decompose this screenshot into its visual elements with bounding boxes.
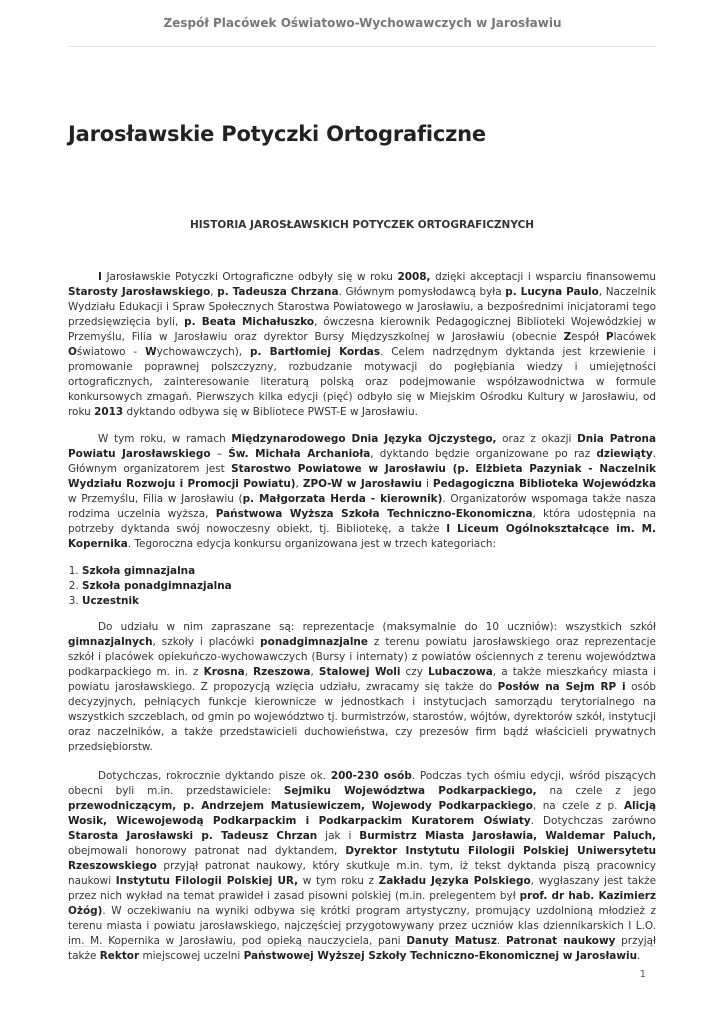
document-body [68, 270, 656, 976]
category-list [68, 564, 656, 609]
footer-divider [68, 946, 656, 947]
section-title: HISTORIA JAROSŁAWSKICH POTYCZEK ORTOGRAFICZNYCH [189, 219, 535, 231]
paragraph-2: W tym roku, w ramach Międzynarodowego Dnia Języka Ojczystego, oraz z okazji Dnia Patrona Powiatu Jarosławskiego – Św. Michała Archanioła, dyktando będzie organizowane po raz dziewiąty. Głównym organizatorem jest Starostwo Powiatowe w Jarosławiu (p. Elżbieta Pazyniak - Naczelnik Wydziału Rozwoju i Promocji Powiatu), ZPO-W w Jarosławiu i Pedagogiczna Biblioteka Wojewódzka w Przemyślu, Filia w Jarosławiu (p. Małgorzata Herda - kierownik). Organizatorów wspomaga także nasza rodzima uczelnia wyższa, Państwowa Wyższa Szkoła Techniczno-Ekonomiczna, która udostępnia na potrzeby dyktanda swój nowoczesny obiekt, tj. Bibliotekę, a także I Liceum Ogólnokształcące im. M. Kopernika. Tegoroczna edycja konkursu organizowana jest w trzech kategoriach: [68, 433, 657, 550]
running-header: Zespół Placówek Oświatowo-Wychowawczych w Jarosławiu [163, 16, 562, 30]
paragraph-3: Do udziału w nim zapraszane są: reprezentacje (maksymalnie do 10 uczniów): wszystkich szkół gimnazjalnych, szkoły i placówki ponadgimnazjalne z terenu powiatu jarosławskiego oraz reprezentacje szkół i placówek opiekuńczo-wychowawczych (Bursy i internaty) z powiatów ościennych z terenu województwa podkarpackiego m. in. z Krosna, Rzeszowa, Stalowej Woli czy Lubaczowa, a także mieszkańcy miasta i powiatu jarosławskiego. Z propozycją wzięcia udziału, zwracamy się także do Posłów na Sejm RP i osób decyzyjnych, pełniących funkcje kierownicze w jednostkach i instytucjach samorządu terytorialnego na wszystkich szczeblach, od gmin po województwo tj. burmistrzów, starostów, wójtów, dyrektorów szkół, instytucji oraz naczelników, a także przedstawicieli duchowieństwa, czy prezesów firm bądź właścicieli prywatnych przedsiębiorstw. [68, 621, 657, 753]
page-number: 1 [639, 969, 646, 980]
category-item: 2. Szkoła ponadgimnazjalna [82, 579, 656, 594]
paragraph-4: Dotychczas, rokrocznie dyktando pisze ok. 200-230 osób. Podczas tych ośmiu edycji, wśród piszących obecni byli m.in. przedstawiciele: Sejmiku Województwa Podkarpackiego, na czele z jego przewodniczącym, p. Andrzejem Matusiewiczem, Wojewody Podkarpackiego, na czele z p. Alicją Wosik, Wicewojewodą Podkarpackim i Podkarpackim Kuratorem Oświaty. Dotychczas zarówno Starosta Jarosławski p. Tadeusz Chrzan jak i Burmistrz Miasta Jarosławia, Waldemar Paluch, obejmowali honorowy patronat nad dyktandem, Dyrektor Instytutu Filologii Polskiej Uniwersytetu Rzeszowskiego przyjął patronat naukowy, który skutkuje m.in. tym, iż tekst dyktanda piszą pracownicy naukowi Instytutu Filologii Polskiej UR, w tym roku z Zakładu Języka Polskiego, wygłaszany jest także przez nich wykład na temat prawideł i zasad pisowni polskiej (m.in. prelegentem był prof. dr hab. Kazimierz Ożóg). W oczekiwaniu na wyniki odbywa się krótki program artystyczny, promujący uzdolnioną młodzież z terenu miasta i powiatu jarosławskiego, najczęściej przygotowywany przez uczniów klas dziennikarskich I L.O. im. M. Kopernika w Jarosławiu, pod opieką nauczyciela, pani Danuty Matusz. Patronat naukowy przyjął także Rektor miejscowej uczelni Państwowej Wyższej Szkoły Techniczno-Ekonomicznej w Jarosławiu. [68, 770, 657, 962]
header-divider [68, 46, 656, 47]
category-item: 3. Uczestnik [82, 594, 656, 609]
category-item: 1. Szkoła gimnazjalna [82, 564, 656, 579]
paragraph-1: I Jarosławskie Potyczki Ortograficzne odbyły się w roku 2008, dzięki akceptacji i wsparciu finansowemu Starosty Jarosławskiego, p. Tadeusza Chrzana. Głównym pomysłodawcą była p. Lucyna Paulo, Naczelnik Wydziału Edukacji i Spraw Społecznych Starostwa Powiatowego w Jarosławiu, a bezpośrednimi inicjatorami tego przedsięwzięcia byli, p. Beata Michałuszko, ówczesna kierownik Pedagogicznej Biblioteki Wojewódzkiej w Przemyślu, Filia w Jarosławiu oraz dyrektor Bursy Międzyszkolnej w Jarosławiu (obecnie Zespół Placówek Oświatowo - Wychowawczych), p. Bartłomiej Kordas. Celem nadrzędnym dyktanda jest krzewienie i promowanie poprawnej polszczyzny, rozbudzanie motywacji do pogłębiania wiedzy i umiejętności ortograficznych, zainteresowanie literaturą polską oraz podejmowanie współzawodnictwa w formule konkursowych zmagań. Pierwszych kilka edycji (pięć) odbyło się w Miejskim Ośrodku Kultury w Jarosławiu, od roku 2013 dyktando odbywa się w Bibliotece PWST-E w Jarosławiu. [68, 271, 657, 418]
document-title: Jarosławskie Potyczki Ortograficzne [68, 122, 486, 146]
